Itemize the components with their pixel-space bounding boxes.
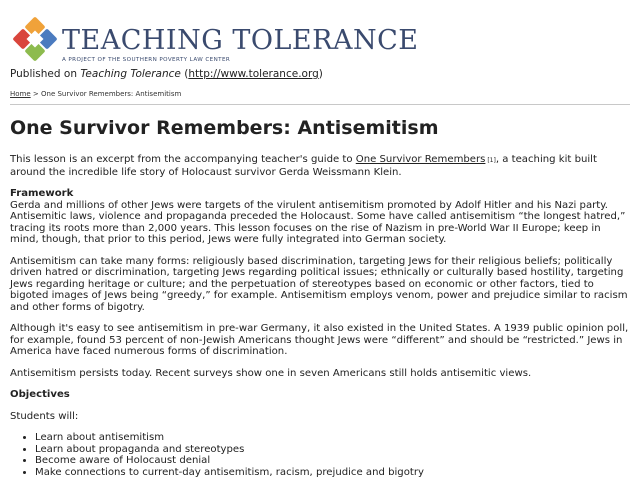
published-close-paren: ) xyxy=(318,68,323,80)
published-on-line xyxy=(10,68,323,80)
site-tagline: A PROJECT OF THE SOUTHERN POVERTY LAW CENTER xyxy=(62,57,231,63)
list-item: • Learn about propaganda and stereotypes xyxy=(35,444,632,456)
framework-paragraph-2: Antisemitism can take many forms: religiously based discrimination, targeting Jews for their religious beliefs; politically driven hatred or discrimination, targeting Jews regarding political issues; ethnically or culturally based hostility, targeting Jews regarding heritage or culture; and the perpetuation of stereotypes based on economic or other factors, tied to bigoted images of Jews being “greedy,” for example. Antisemitism employs venom, power and prejudice similar to racism and other forms of bigotry. xyxy=(10,255,628,313)
intro-paragraph xyxy=(10,154,632,178)
published-prefix: Published on xyxy=(10,68,81,80)
published-url-link[interactable]: http://www.tolerance.org xyxy=(188,68,319,80)
objectives-list xyxy=(10,432,632,478)
breadcrumb xyxy=(10,90,181,98)
header-divider xyxy=(10,104,630,105)
intro-before: This lesson is an excerpt from the accompanying teacher's guide to xyxy=(10,154,356,165)
list-item: • Make connections to current-day antisemitism, racism, prejudice and bigotry xyxy=(35,467,632,479)
breadcrumb-home-link[interactable]: Home xyxy=(10,90,31,98)
list-item: • Learn about antisemitism xyxy=(35,432,632,444)
one-survivor-remembers-link[interactable]: One Survivor Remembers xyxy=(355,154,486,165)
page-title: One Survivor Remembers: Antisemitism xyxy=(10,117,439,139)
objectives-heading: Objectives xyxy=(10,389,70,400)
breadcrumb-separator: > xyxy=(30,90,41,98)
footnote-marker: [1] xyxy=(485,157,496,164)
published-source: Teaching Tolerance xyxy=(80,68,181,80)
intro-after: , a teaching kit built around the incredible life story of Holocaust survivor Gerda Weissmann Klein. xyxy=(10,154,597,178)
framework-paragraph-1: Gerda and millions of other Jews were targets of the virulent antisemitism promoted by Adolf Hitler and his Nazi party. Antisemitic laws, violence and propaganda preceded the Holocaust. Some have called antisemitism “the longest hatred,” tracing its roots more than 2,000 years. This lesson focuses on the rise of Nazism in pre-World War II Europe; keep in mind, though, that prior to this period, Jews were fully integrated into German society. xyxy=(10,199,626,245)
framework-paragraph-3: Although it's easy to see antisemitism in pre-war Germany, it also existed in the United States. A 1939 public opinion poll, for example, found 53 percent of non-Jewish Americans thought Jews were “different” and should be “restricted.” Jews in America have faced numerous forms of discrimination. xyxy=(10,323,629,357)
objectives-lead: Students will: xyxy=(10,410,79,422)
framework-heading: Framework xyxy=(10,188,74,199)
teaching-tolerance-logo-icon[interactable] xyxy=(10,14,60,64)
list-item: • Become aware of Holocaust denial xyxy=(35,455,632,467)
article-body xyxy=(10,154,632,478)
breadcrumb-current: One Survivor Remembers: Antisemitism xyxy=(41,90,182,98)
site-name[interactable]: TEACHING TOLERANCE xyxy=(62,25,419,56)
published-open-paren: ( xyxy=(180,68,189,80)
framework-paragraph-4: Antisemitism persists today. Recent surveys show one in seven Americans still holds antisemitic views. xyxy=(10,367,532,379)
site-header xyxy=(10,14,630,70)
